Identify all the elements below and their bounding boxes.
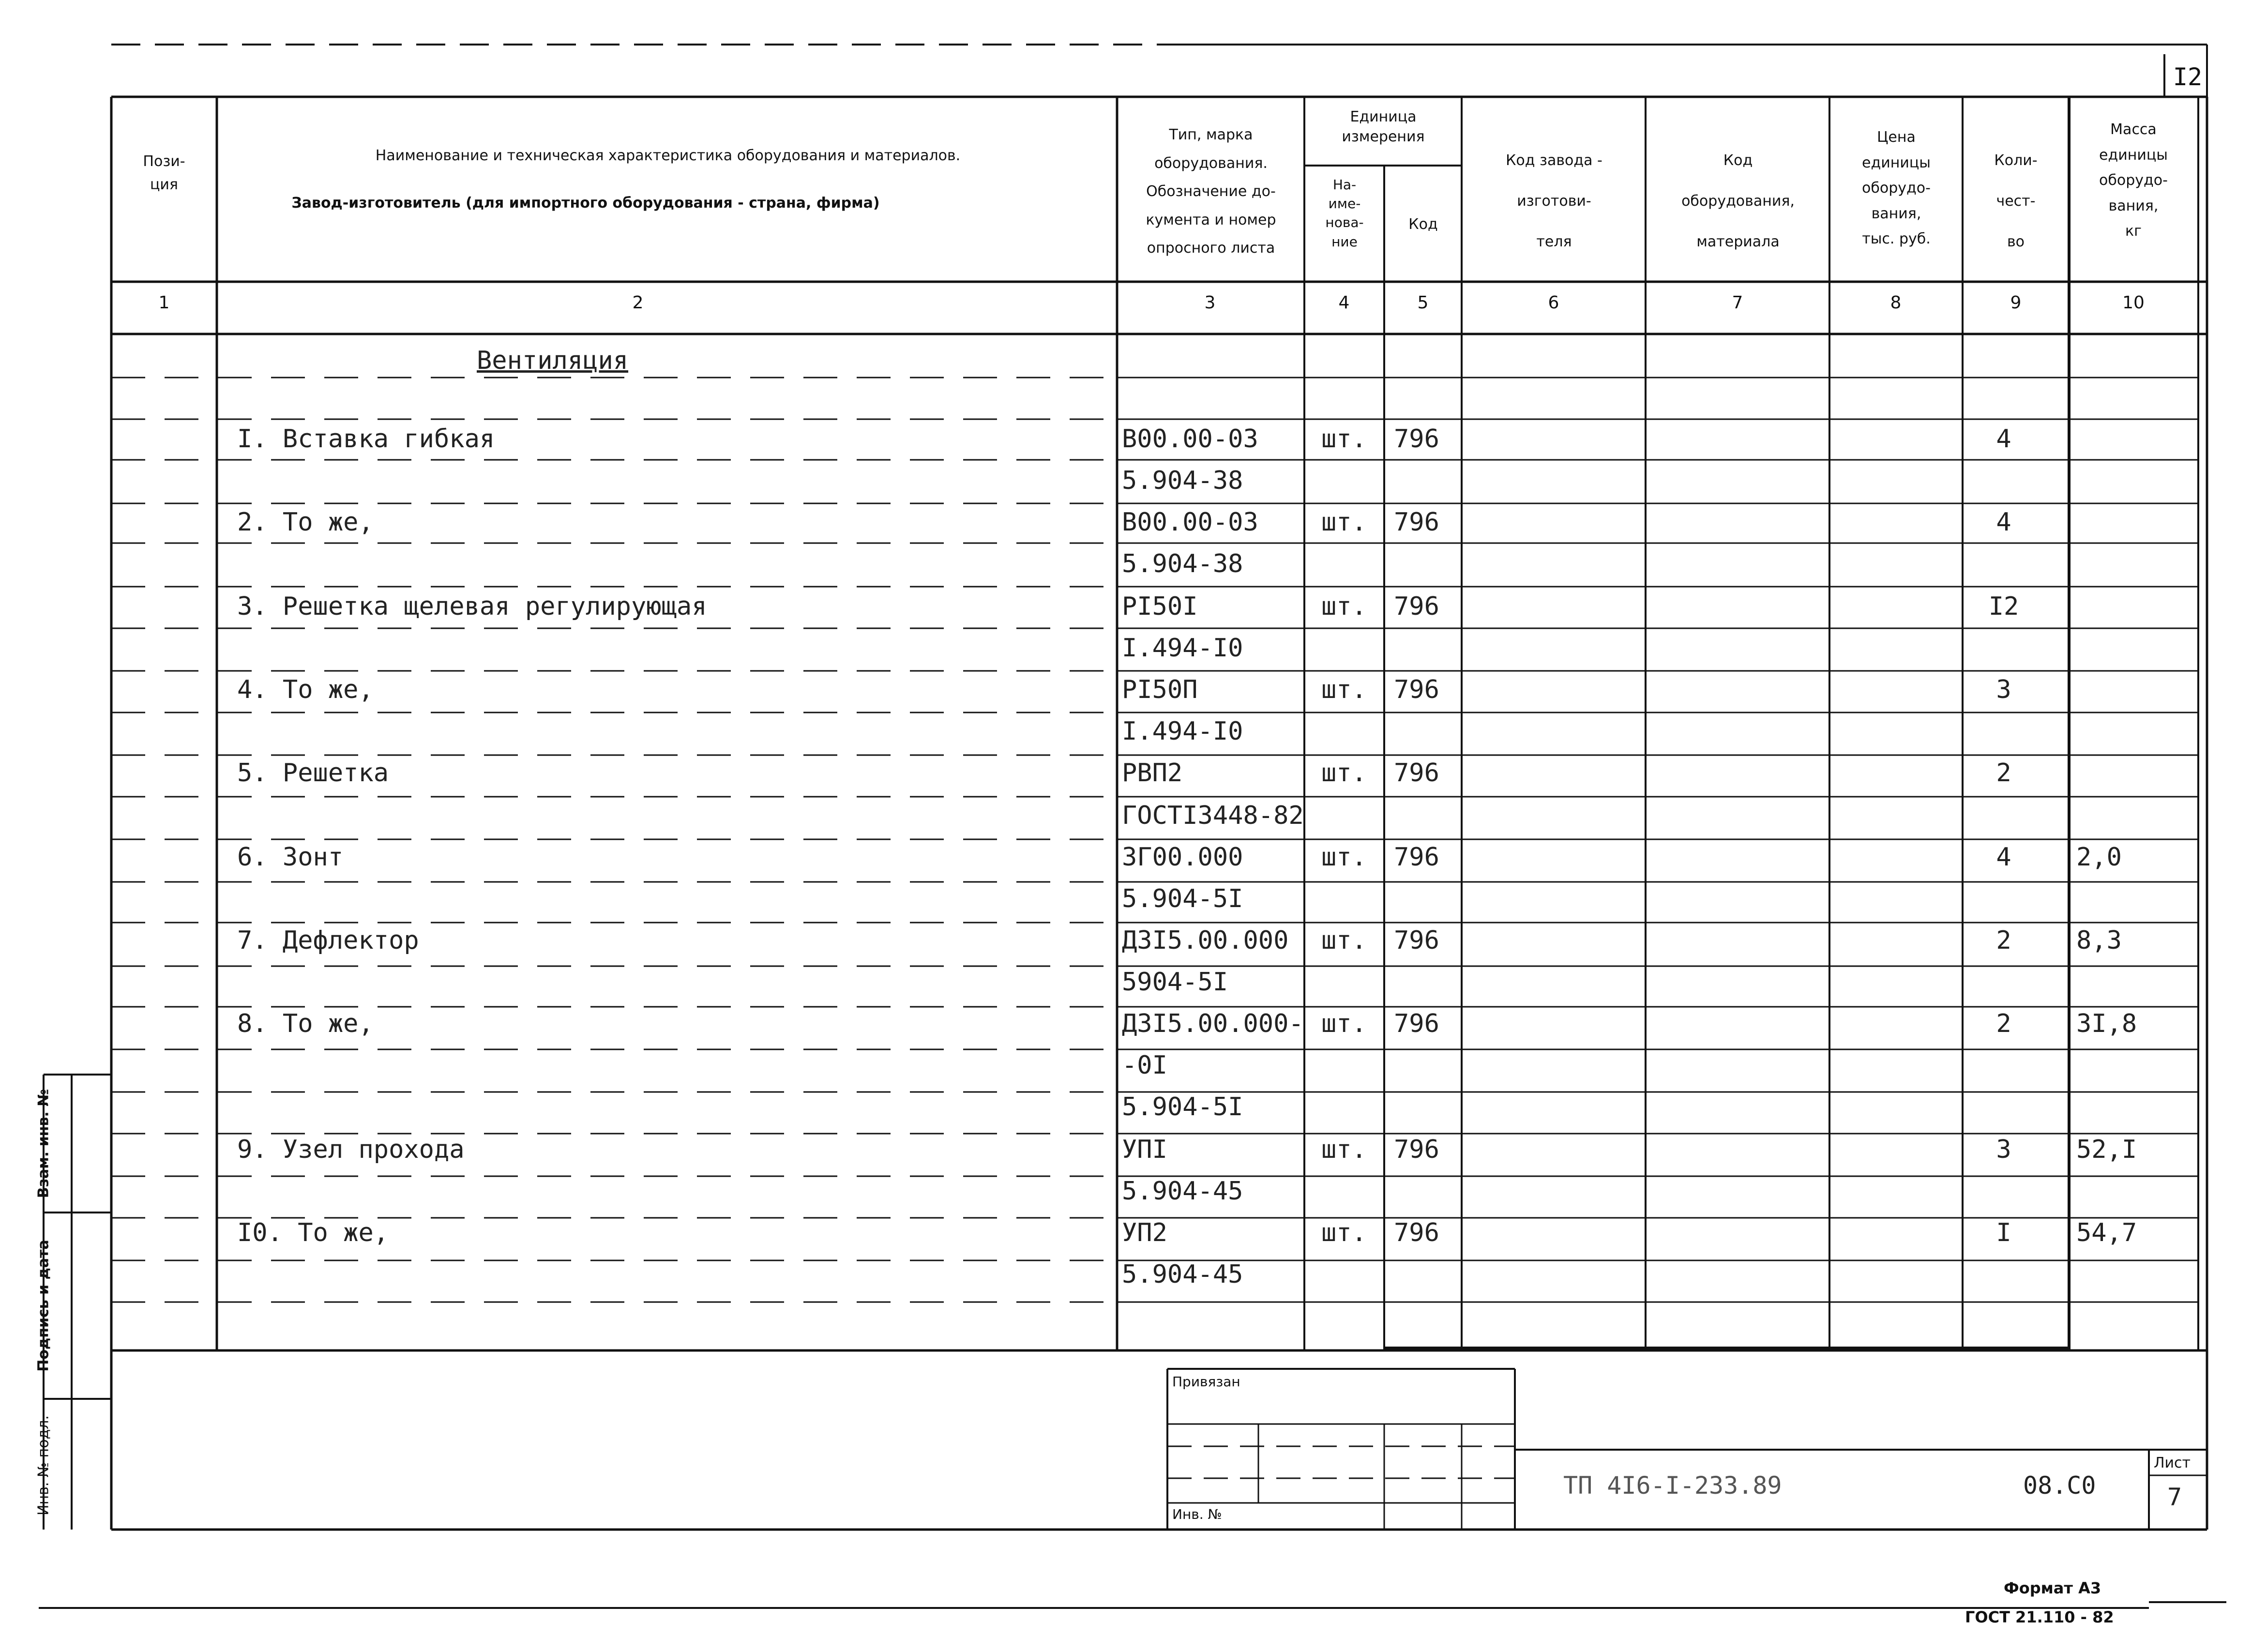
row-name: 7. Дефлектор xyxy=(237,926,419,955)
row-quantity: 2 xyxy=(1996,1009,2011,1038)
row-name: 5. Решетка xyxy=(237,758,389,788)
row-type: УПI xyxy=(1122,1135,1167,1164)
header-quantity: Коли- чест- во xyxy=(1994,152,2038,250)
header-equipment-code: Код оборудования, материала xyxy=(1681,152,1795,250)
row-type: 5.904-38 xyxy=(1122,466,1243,495)
row-type: -0I xyxy=(1122,1051,1167,1080)
row-quantity: 2 xyxy=(1996,758,2011,788)
header-unit-group: Единица измерения xyxy=(1342,108,1425,145)
row-unit-code: 796 xyxy=(1394,926,1439,955)
list-number: 7 xyxy=(2167,1483,2182,1511)
row-mass: 3I,8 xyxy=(2076,1009,2137,1038)
row-unit-code: 796 xyxy=(1394,758,1439,788)
row-name: 2. То же, xyxy=(237,508,374,537)
stamp-inv-podl: Инв. № подл. xyxy=(35,1415,52,1516)
row-type: Д3I5.00.000- xyxy=(1122,1009,1304,1038)
row-unit: шт. xyxy=(1321,424,1367,454)
row-unit: шт. xyxy=(1321,1009,1367,1038)
row-name: 8. То же, xyxy=(237,1009,374,1038)
row-quantity: 2 xyxy=(1996,926,2011,955)
row-mass: 8,3 xyxy=(2076,926,2122,955)
row-unit: шт. xyxy=(1321,592,1367,621)
row-quantity: 3 xyxy=(1996,675,2011,704)
row-type: Д3I5.00.000 xyxy=(1122,926,1289,955)
row-type: 5.904-45 xyxy=(1122,1260,1243,1289)
row-name: 3. Решетка щелевая регулирующая xyxy=(237,592,707,621)
row-type: РI50I xyxy=(1122,592,1198,621)
row-unit-code: 796 xyxy=(1394,592,1439,621)
list-label: Лист xyxy=(2154,1455,2191,1471)
row-unit-code: 796 xyxy=(1394,508,1439,537)
row-mass: 2,0 xyxy=(2076,843,2122,872)
colnum-8: 8 xyxy=(1890,293,1902,313)
stamp-podpis-data: Подпись и дата xyxy=(35,1240,52,1372)
row-type: I.494-I0 xyxy=(1122,717,1243,746)
row-type: 5.904-45 xyxy=(1122,1177,1243,1206)
header-unit-name: На- име- нова- ние xyxy=(1325,177,1364,250)
privyazan-label: Привязан xyxy=(1172,1374,1240,1390)
section-code: 08.С0 xyxy=(2023,1471,2096,1500)
header-mass: Масса единицы оборудо- вания, кг xyxy=(2099,121,2168,240)
gost-label: ГОСТ 21.110 - 82 xyxy=(1965,1608,2114,1626)
header-factory-code: Код завода - изготови- теля xyxy=(1506,152,1602,250)
row-name: I. Вставка гибкая xyxy=(237,424,495,454)
row-type: В00.00-03 xyxy=(1122,424,1258,454)
row-type: 3Г00.000 xyxy=(1122,843,1243,872)
row-unit: шт. xyxy=(1321,675,1367,704)
colnum-6: 6 xyxy=(1548,293,1559,313)
row-unit: шт. xyxy=(1321,1218,1367,1247)
header-name-line1: Наименование и техническая характеристика оборудования и материалов. xyxy=(375,147,961,164)
row-quantity: I xyxy=(1996,1218,2011,1247)
row-unit: шт. xyxy=(1321,508,1367,537)
row-unit-code: 796 xyxy=(1394,1135,1439,1164)
header-position: Пози- ция xyxy=(143,153,185,193)
row-quantity: 3 xyxy=(1996,1135,2011,1164)
row-type: 5.904-5I xyxy=(1122,1092,1243,1122)
row-quantity: 4 xyxy=(1996,843,2011,872)
row-type: В00.00-03 xyxy=(1122,508,1258,537)
row-unit-code: 796 xyxy=(1394,1009,1439,1038)
row-quantity: 4 xyxy=(1996,424,2011,454)
header-unit-code: Код xyxy=(1408,216,1438,233)
colnum-10: 10 xyxy=(2122,293,2145,313)
colnum-4: 4 xyxy=(1338,293,1350,313)
row-unit-code: 796 xyxy=(1394,675,1439,704)
document-code: ТП 4I6-I-233.89 xyxy=(1563,1471,1782,1500)
inv-no-label: Инв. № xyxy=(1172,1506,1222,1522)
row-type: РВП2 xyxy=(1122,758,1183,788)
row-mass: 52,I xyxy=(2076,1135,2137,1164)
format-label: Формат А3 xyxy=(2004,1579,2101,1597)
row-unit: шт. xyxy=(1321,758,1367,788)
header-name-line2: Завод-изготовитель (для импортного оборудования - страна, фирма) xyxy=(291,195,880,212)
colnum-3: 3 xyxy=(1204,293,1216,313)
row-name: I0. То же, xyxy=(237,1218,389,1247)
colnum-2: 2 xyxy=(632,293,644,313)
row-type: I.494-I0 xyxy=(1122,634,1243,663)
row-type: РI50П xyxy=(1122,675,1198,704)
row-quantity: I2 xyxy=(1988,592,2019,621)
header-price: Цена единицы оборудо- вания, тыс. руб. xyxy=(1862,129,1931,247)
sheet-number: I2 xyxy=(2173,63,2203,91)
row-unit: шт. xyxy=(1321,1135,1367,1164)
row-quantity: 4 xyxy=(1996,508,2011,537)
row-unit-code: 796 xyxy=(1394,1218,1439,1247)
row-type: 5.904-38 xyxy=(1122,549,1243,578)
stamp-vzam-inv: Взам. инв. № xyxy=(35,1089,52,1198)
row-unit: шт. xyxy=(1321,843,1367,872)
header-type: Тип, марка оборудования. Обозначение до- кумента и номер опросного листа xyxy=(1146,126,1276,257)
colnum-7: 7 xyxy=(1732,293,1743,313)
section-title: Вентиляция xyxy=(477,346,629,375)
row-type: 5.904-5I xyxy=(1122,884,1243,913)
row-unit-code: 796 xyxy=(1394,843,1439,872)
colnum-1: 1 xyxy=(158,293,170,313)
colnum-9: 9 xyxy=(2010,293,2022,313)
row-name: 9. Узел прохода xyxy=(237,1135,465,1164)
row-mass: 54,7 xyxy=(2076,1218,2137,1247)
row-type: УП2 xyxy=(1122,1218,1167,1247)
row-unit-code: 796 xyxy=(1394,424,1439,454)
row-unit: шт. xyxy=(1321,926,1367,955)
row-name: 6. Зонт xyxy=(237,843,344,872)
row-type: 5904-5I xyxy=(1122,968,1228,997)
colnum-5: 5 xyxy=(1417,293,1429,313)
row-name: 4. То же, xyxy=(237,675,374,704)
row-type: ГОСТI3448-82 xyxy=(1122,801,1304,830)
